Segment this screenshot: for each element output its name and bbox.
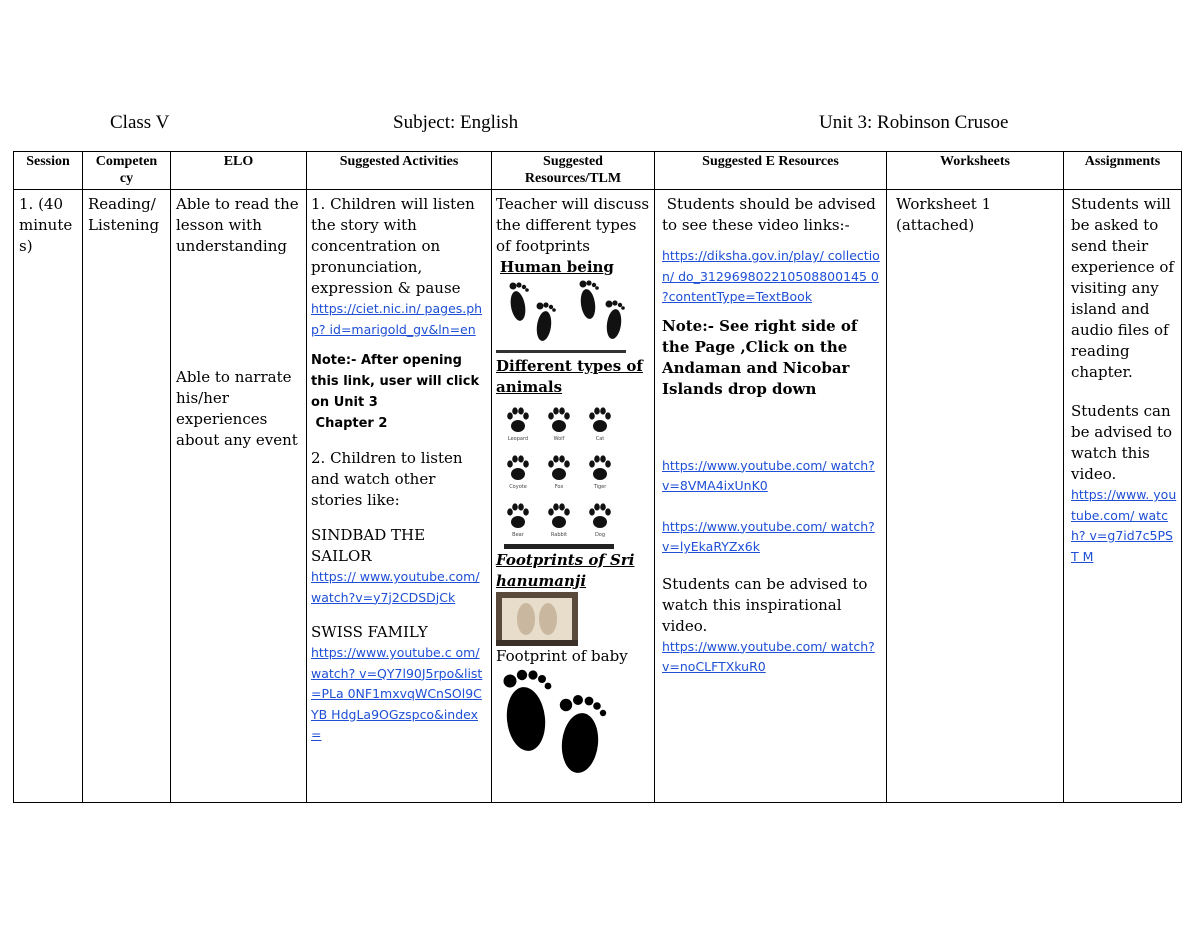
youtube-link-3[interactable]: https://www.youtube.com/ watch?v=noCLFTXkuR0 [662,638,875,674]
story-2-link[interactable]: https://www.youtube.c om/watch? v=QY7l90J5rpo&list=PLa 0NF1mxvqWCnSOl9CYB HdgLa9OGzspco&index= [311,645,483,742]
youtube-link-2[interactable]: https://www.youtube.com/ watch?v=lyEkaRYZx6k [662,518,875,554]
animal-paw-prints-image [496,398,622,550]
worksheets-text: Worksheet 1 (attached) [896,195,992,234]
elo-cell [171,190,307,803]
e-resources-note: Note:- See right side of the Page ,Click on the Andaman and Nicobar Islands drop down [662,316,858,398]
hanumanji-footprint-photo [496,592,578,646]
note-line-2: this link, user will click [311,374,480,389]
spacer [311,434,488,448]
col-header-assignments: Assignments [1064,152,1182,190]
paw-label: Cat [595,436,605,442]
activity-1-text: 1. Children will listen the story with concentration on pronunciation, expression & pause [311,195,475,297]
col-header-session: Session [14,152,83,190]
paw-label: Fox [554,484,564,490]
session-text: 1. (40 minute s) [19,195,73,255]
spacer [1071,383,1177,401]
spacer [662,497,882,517]
spacer [311,511,488,525]
competency-text: Reading/ Listening [88,195,160,234]
spacer [662,400,882,456]
col-header-worksheets: Worksheets [887,152,1064,190]
col-header-e-resources: Suggested E Resources [655,152,887,190]
note-line-3: on Unit 3 [311,395,378,410]
story-1-link[interactable]: https:// www.youtube.com/ watch?v=y7j2CDSDjCk [311,569,480,605]
assignments-cell [1064,190,1182,803]
note-line-4: Chapter 2 [311,416,388,431]
hanuman-heading: Footprints of Sri hanumanji [496,551,635,590]
header-row [14,152,1182,190]
assignment-link[interactable]: https://www. youtube.com/ watch? v=g7id7c5PST M [1071,487,1177,564]
elo-item-2: Able to narrate his/her experiences about any event [176,368,298,449]
lesson-plan-table [13,151,1182,803]
col-header-elo: ELO [171,152,307,190]
activity-2-text: 2. Children to listen and watch other stories like: [311,449,463,509]
e-resources-intro: Students should be advised to see these video links:- [662,195,881,234]
spacer [662,236,882,246]
competency-cell [83,190,171,803]
col-header-competency: Competen cy [83,152,171,190]
youtube-link-1[interactable]: https://www.youtube.com/ watch?v=8VMA4ixUnK0 [662,457,875,493]
spacer [662,558,882,574]
elo-spacer [176,257,301,367]
human-footprints-image [496,278,626,354]
paw-label: Dog [594,532,606,538]
col-header-activities: Suggested Activities [307,152,492,190]
col-header-resources: Suggested Resources/TLM [492,152,655,190]
human-heading: Human being [500,258,614,276]
spacer [311,340,488,350]
class-label: Class V [110,112,170,133]
resources-intro: Teacher will discuss the different types of footprints [496,195,650,255]
spacer [662,308,882,316]
activities-cell [307,190,492,803]
resources-cell [492,190,655,803]
story-1-title: SINDBAD THE SAILOR [311,526,426,565]
activity-1-link[interactable]: https://ciet.nic.in/ pages.php? id=marigold_gv&ln=en [311,301,483,337]
paw-label: Coyote [509,484,527,490]
e-resources-cell [655,190,887,803]
table-row [14,190,1182,803]
paw-label: Bear [512,532,524,538]
elo-item-1: Able to read the lesson with understanding [176,195,299,255]
paw-label: Leopard [507,436,529,442]
worksheets-cell [887,190,1064,803]
story-2-title: SWISS FAMILY [311,623,428,641]
note-line-1: Note:- After opening [311,353,462,368]
baby-caption: Footprint of baby [496,647,628,665]
unit-label: Unit 3: Robinson Crusoe [819,112,1009,133]
assignment-text-1: Students will be asked to send their experience of visiting any island and audio files of reading chapter. [1071,195,1174,381]
spacer [311,608,488,622]
e-resources-advice: Students can be advised to watch this inspirational video. [662,574,868,635]
paw-label: Rabbit [550,532,568,538]
paw-label: Tiger [593,484,607,490]
animals-heading: Different types of animals [496,357,643,396]
assignment-text-2: Students can be advised to watch this video. [1071,402,1173,483]
session-cell [14,190,83,803]
diksha-link[interactable]: https://diksha.gov.in/play/ collection/ do_312969802210508800145 0 ?contentType=TextBook [662,248,880,304]
paw-label: Wolf [553,436,565,442]
subject-label: Subject: English [393,112,519,133]
baby-footprints-image [496,667,612,787]
